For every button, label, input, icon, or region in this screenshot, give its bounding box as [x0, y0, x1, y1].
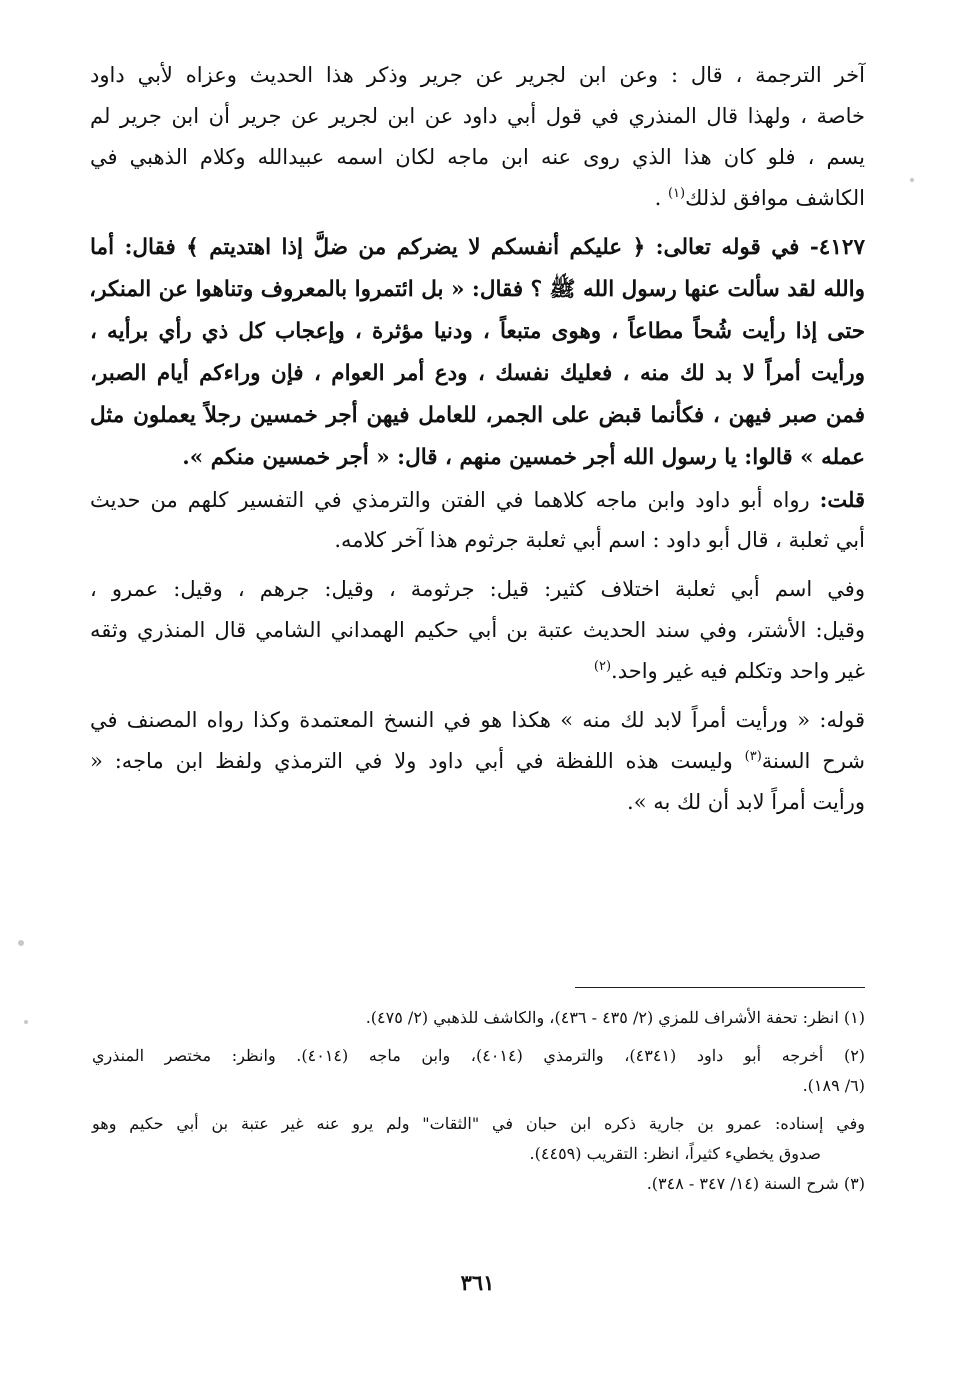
footnote-ref-1[interactable]: (١) [667, 186, 686, 201]
hadith-line: ورأيت أمراً لا بد لك منه ، فعليك نفسك ، ودع أمر العوام ، فإن وراءكم أيام الصبر، [90, 361, 865, 386]
footnote-ref-3[interactable]: (٣) [744, 749, 762, 764]
hadith-line: حتى إذا رأيت شُحاً مطاعاً ، وهوى متبعاً ، ودنيا مؤثرة ، وإعجاب كل ذي رأي برأيه ، [90, 319, 865, 344]
hadith-line: والله لقد سألت عنها رسول الله ﷺ ؟ فقال: « بل ائتمروا بالمعروف وتناهوا عن المنكر، [89, 277, 865, 302]
scan-speck [24, 1020, 28, 1024]
footnote-2-note: وفي إسناده: عمرو بن جارية ذكره ابن حبان في "الثقات" ولم يرو عنه غير عتبة بن أبي حكيم وهو [92, 1114, 865, 1133]
text-line: يسم ، فلو كان هذا الذي روى عنه ابن ماجه لكان اسمه عبيدالله وكلام الذهبي في [90, 145, 865, 169]
text-line [90, 178, 865, 219]
text-line: قوله: « ورأيت أمراً لابد لك منه » هكذا هو في النسخ المعتمدة وكذا رواه المصنف في [90, 708, 865, 732]
text-segment: . [654, 186, 662, 210]
paragraph-qult [90, 479, 865, 561]
text-segment: رواه أبو داود وابن ماجه كلاهما في الفتن والترمذي في التفسير كلهم من حديث [90, 488, 810, 512]
footnote-ref-2[interactable]: (٢) [593, 659, 612, 674]
scan-speck [910, 178, 914, 182]
text-segment: شرح السنة [761, 749, 865, 773]
paragraph-qawluhu [90, 700, 865, 823]
text-line [90, 479, 865, 520]
page-body [90, 55, 865, 823]
hadith-4127 [90, 227, 865, 479]
hadith-line: فمن صبر فيهن ، فكأنما قبض على الجمر، للعامل فيهن أجر خمسين رجلاً يعملون مثل [90, 403, 865, 428]
text-line [90, 741, 865, 782]
text-segment: وليست هذه اللفظة في أبي داود ولا في الترمذي ولفظ ابن ماجه: « [90, 749, 733, 773]
paragraph-names [90, 569, 865, 692]
qult-label: قلت: [819, 487, 865, 512]
footnote-3: (٣) شرح السنة (١٤/ ٣٤٧ - ٣٤٨). [646, 1174, 865, 1193]
paragraph-translation-end [90, 55, 865, 219]
page-number: ٣٦١ [460, 1270, 495, 1295]
hadith-line: عمله » قالوا: يا رسول الله أجر خمسين منهم ، قال: « أجر خمسين منكم ». [182, 445, 865, 470]
text-segment: غير واحد وتكلم فيه غير واحد. [611, 659, 865, 683]
text-line [90, 651, 865, 692]
footnote-2: (٢) أخرجه أبو داود (٤٣٤١)، والترمذي (٤٠١٤)، وابن ماجه (٤٠١٤). وانظر: مختصر المنذري [92, 1046, 866, 1065]
text-line: وفي اسم أبي ثعلبة اختلاف كثير: قيل: جرثومة ، وقيل: جرهم ، وقيل: عمرو ، [90, 577, 865, 601]
footnote-divider [575, 987, 865, 988]
footnote-2-cont: (٦/ ١٨٩). [802, 1076, 865, 1095]
footnote-1: (١) انظر: تحفة الأشراف للمزي (٢/ ٤٣٥ - ٤٣٦)، والكاشف للذهبي (٢/ ٤٧٥). [365, 1008, 865, 1027]
footnotes [92, 1003, 865, 1199]
text-line: آخر الترجمة ، قال : وعن ابن لجرير عن جرير وذكر هذا الحديث وعزاه لأبي داود [90, 63, 865, 87]
text-line: خاصة ، ولهذا قال المنذري في قول أبي داود عن ابن لجرير عن جرير أن ابن جرير لم [90, 104, 865, 128]
scan-speck [18, 940, 24, 946]
text-segment: الكاشف موافق لذلك [685, 186, 865, 210]
footnote-2-note-cont: صدوق يخطيء كثيراً، انظر: التقريب (٤٤٥٩). [529, 1144, 821, 1163]
text-line: وقيل: الأشتر، وفي سند الحديث عتبة بن أبي حكيم الهمداني الشامي قال المنذري وثقه [90, 618, 865, 642]
hadith-line: ٤١٢٧- في قوله تعالى: ﴿ عليكم أنفسكم لا يضركم من ضلَّ إذا اهتديتم ﴾ فقال: أما [90, 235, 865, 260]
text-line: أبي ثعلبة ، قال أبو داود : اسم أبي ثعلبة جرثوم هذا آخر كلامه. [334, 528, 865, 552]
text-line: ورأيت أمراً لابد أن لك به ». [627, 790, 865, 814]
